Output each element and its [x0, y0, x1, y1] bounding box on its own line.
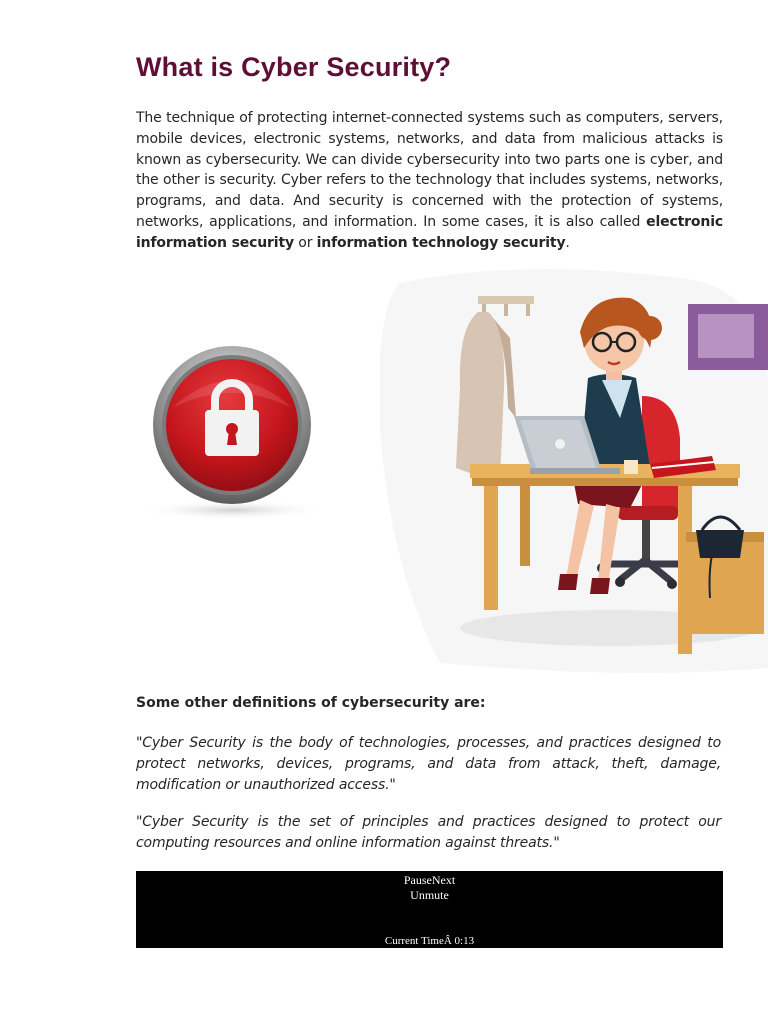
intro-bold-term-1: electronic information security	[136, 213, 723, 251]
definition-quote-1: "Cyber Security is the body of technologies, processes, and practices designed to protect networks, devices, programs, and data from attack, theft, damage, modification or unauthorized access."	[136, 735, 721, 793]
wall-picture	[688, 304, 768, 370]
intro-text: The technique of protecting internet-connected systems such as computers, servers, mobile devices, electronic systems, networks, and data from malicious attacks is known as cybersecurity. We can divide cybersecurity into two parts one is cyber, and the other is security. Cyber refers to the technology that includes systems, networks, programs, and data. And security is concerned with the protection of systems, networks, applications, and information. In some cases, it is also called	[136, 110, 723, 230]
lock-illustration	[138, 338, 348, 528]
unmute-button[interactable]: Unmute	[410, 888, 449, 902]
pause-button[interactable]: Pause	[403, 873, 432, 887]
page-title: What is Cyber Security?	[136, 52, 452, 82]
intro-end: .	[565, 234, 570, 251]
next-button[interactable]: Next	[431, 873, 456, 887]
office-worker-illustration	[380, 268, 768, 676]
intro-paragraph	[136, 108, 723, 254]
definitions-heading: Some other definitions of cybersecurity are:	[136, 695, 486, 711]
padlock-icon	[138, 338, 348, 528]
video-player[interactable]	[136, 871, 723, 948]
video-controls	[136, 873, 723, 903]
intro-bold-term-2: information technology security	[316, 234, 566, 251]
coffee-cup	[624, 460, 638, 474]
intro-or: or	[293, 234, 317, 251]
definition-quote-2: "Cyber Security is the set of principles and practices designed to protect our computing resources and online information against threats."	[136, 814, 721, 851]
current-time-display: Current TimeÂ 0:13	[384, 935, 475, 947]
